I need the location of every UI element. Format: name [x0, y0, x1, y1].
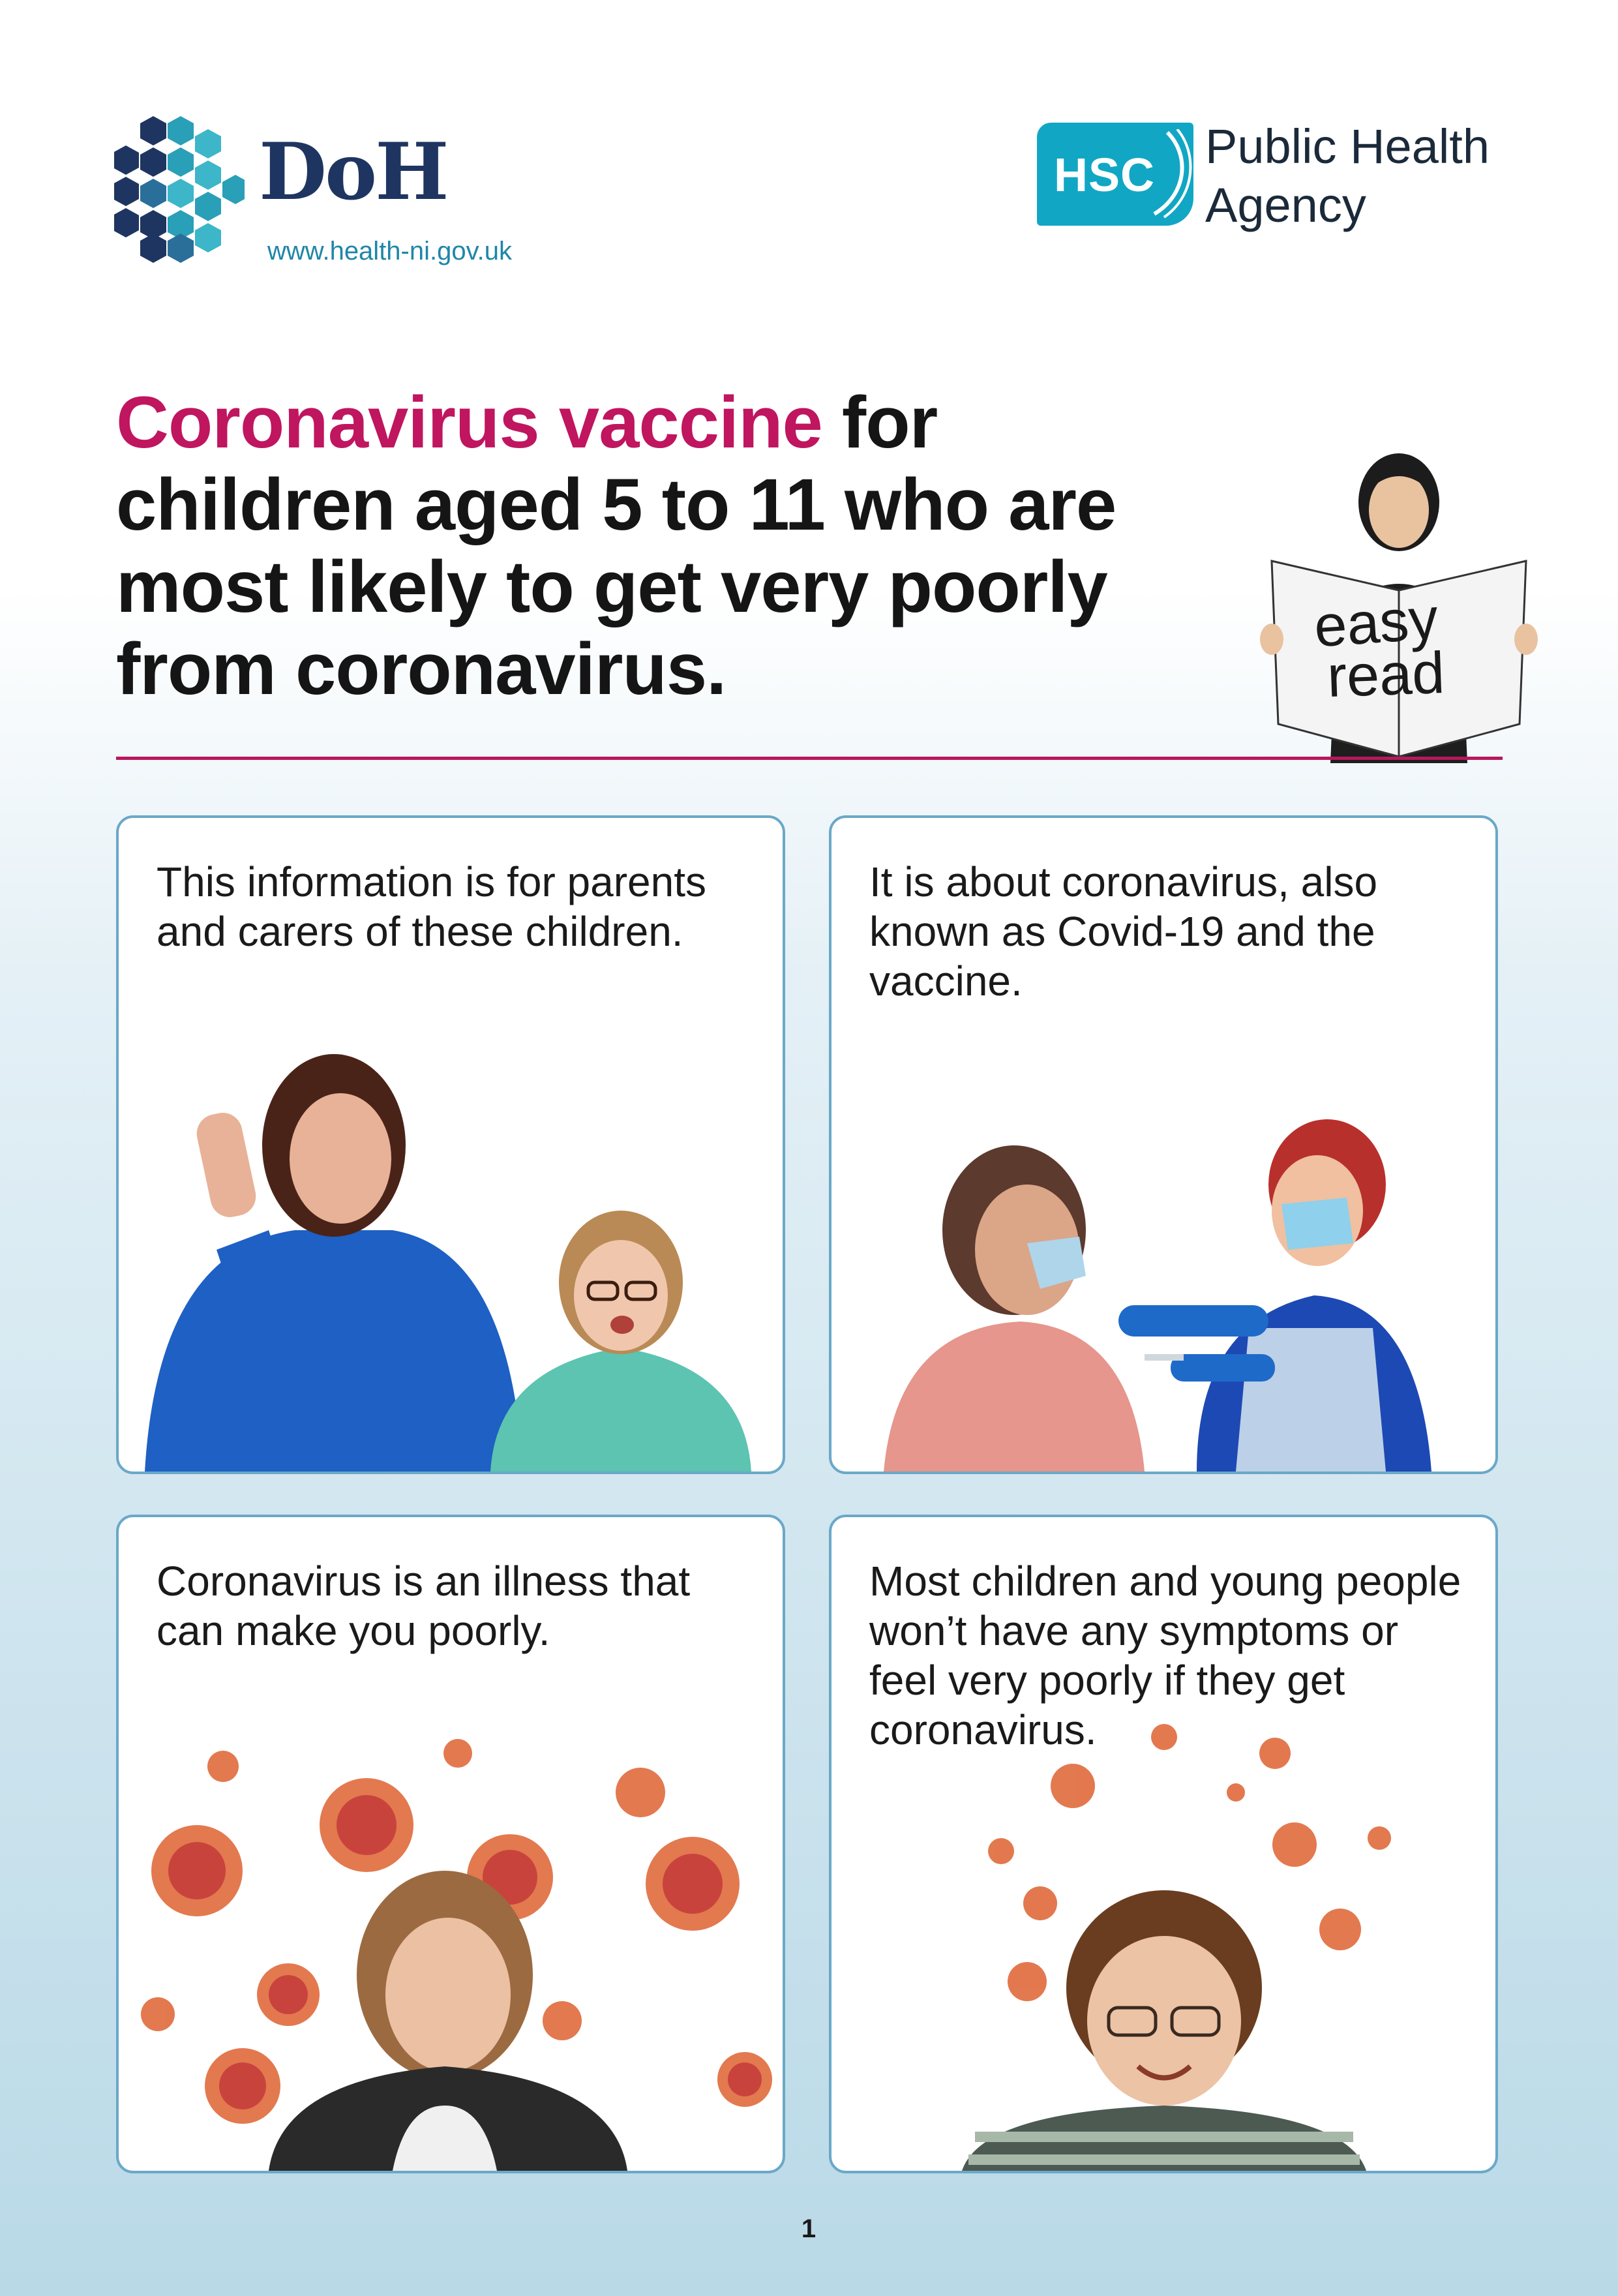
hsc-swoosh-icon	[1148, 129, 1193, 220]
easy-read-badge	[1252, 450, 1546, 763]
page-number: 1	[801, 2214, 816, 2243]
doh-logo	[114, 116, 532, 273]
card-text: Coronavirus is an illness that can make you poorly.	[157, 1558, 691, 1654]
doh-hexagon-icon	[114, 116, 245, 263]
title-accent: Coronavirus vaccine	[116, 382, 822, 463]
easy-read-line2: read	[1326, 640, 1446, 710]
info-card-illness	[116, 1515, 785, 2173]
page-title	[116, 382, 1225, 710]
smiling-boy-with-virus-image	[831, 1714, 1495, 2171]
card-text: It is about coronavirus, also known as Covid-19 and the vaccine.	[869, 858, 1378, 1004]
unwell-girl-with-virus-image	[119, 1714, 783, 2171]
hsc-badge-text: HSC	[1054, 149, 1156, 202]
doh-website-link[interactable]: www.health-ni.gov.uk	[267, 237, 512, 265]
easy-read-line1: easy	[1311, 586, 1441, 660]
info-card-symptoms	[829, 1515, 1498, 2173]
agency-name-line2: Agency	[1205, 178, 1366, 232]
info-card-covid-vaccine	[829, 815, 1498, 1474]
card-text: Most children and young people won’t have any symptoms or feel very poorly if they get coronavirus.	[869, 1558, 1461, 1753]
hsc-public-health-agency-logo	[1037, 117, 1506, 241]
hsc-badge	[1037, 123, 1193, 226]
card-text: This information is for parents and carers of these children.	[157, 858, 706, 955]
title-divider	[116, 757, 1503, 760]
parent-waving-with-child-image	[119, 1015, 783, 1472]
title-rest: for children aged 5 to 11 who are most likely to get very poorly from coronavirus.	[116, 382, 1116, 710]
nurse-giving-vaccine-image	[831, 1015, 1495, 1472]
agency-name-line1: Public Health	[1205, 119, 1490, 174]
doh-logo-text: DoH	[259, 126, 447, 218]
info-card-parents-carers	[116, 815, 785, 1474]
